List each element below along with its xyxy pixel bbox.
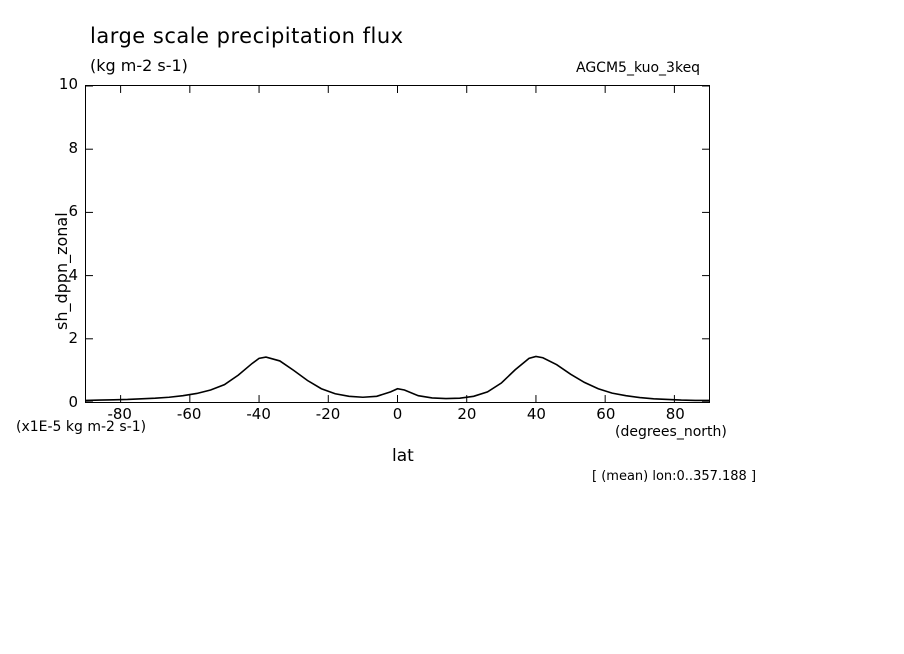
y-tick-label: 0 <box>68 393 78 411</box>
y-axis-units: (x1E-5 kg m-2 s-1) <box>16 419 147 435</box>
x-tick-label: 60 <box>596 405 616 423</box>
x-axis-title: lat <box>392 446 414 466</box>
x-tick-label: 0 <box>392 405 403 423</box>
x-tick-label: -60 <box>176 405 202 423</box>
y-tick-label: 10 <box>58 75 78 93</box>
axis-ticks <box>86 86 709 402</box>
page-title: large scale precipitation flux <box>90 24 404 48</box>
x-tick-label: 40 <box>526 405 546 423</box>
y-tick-label: 8 <box>68 138 78 157</box>
plot-area <box>85 85 710 403</box>
x-tick-label: 80 <box>665 405 685 423</box>
plot-svg <box>86 86 709 402</box>
x-tick-label: 20 <box>457 405 477 423</box>
data-series-line <box>86 356 709 400</box>
x-axis-units: (degrees_north) <box>615 424 727 440</box>
x-tick-label: -40 <box>246 405 271 423</box>
y-axis-title: sh_dppn_zonal <box>52 212 71 330</box>
y-axis-tick-labels <box>40 75 78 411</box>
y-tick-label: 4 <box>68 265 78 284</box>
x-tick-label: -20 <box>315 405 341 423</box>
y-tick-label: 2 <box>68 329 78 348</box>
y-tick-label: 6 <box>68 202 78 221</box>
annotation-note: [ (mean) lon:0..357.188 ] <box>592 469 757 484</box>
dataset-label: AGCM5_kuo_3keq <box>576 60 701 76</box>
units-subtitle: (kg m-2 s-1) <box>90 56 188 75</box>
x-axis-tick-labels <box>85 405 710 425</box>
x-tick-label: -80 <box>107 405 132 423</box>
